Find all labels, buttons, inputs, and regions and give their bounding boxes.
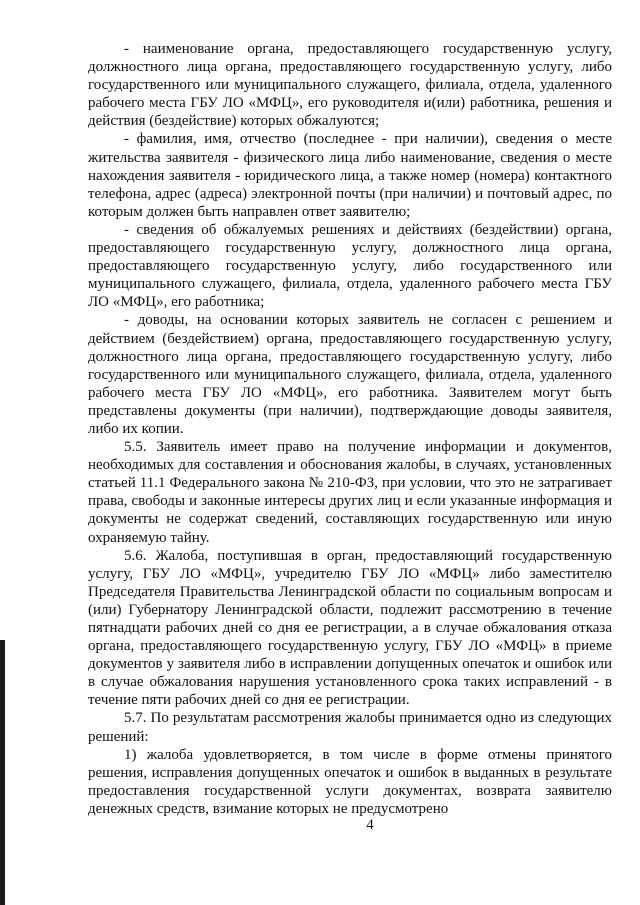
paragraph-5-6: 5.6. Жалоба, поступившая в орган, предоставляющий государственную услугу, ГБУ ЛО «МФЦ», учредителю ГБУ ЛО «МФЦ» либо заместителю Председателя Правительства Ленинградской области по социальным вопросам и (или) Губернатору Ленинградской области, подлежит рассмотрению в течение пятнадцати рабочих дней со дня ее регистрации, а в случае обжалования отказа органа, предоставляющего государственную услугу, ГБУ ЛО «МФЦ» в приеме документов у заявителя либо в исправлении допущенных опечаток и ошибок или в случае обжалования нарушения установленного срока таких исправлений - в течение пяти рабочих дней со дня ее регистрации.	[88, 547, 612, 709]
page-number: 4	[366, 817, 374, 833]
paragraph-appealed-decisions: - сведения об обжалуемых решениях и действиях (бездействии) органа, предоставляющего государственную услугу, должностного лица органа, предоставляющего государственную услугу, либо государственного или муниципального служащего, филиала, отдела, удаленного рабочего места ГБУ ЛО «МФЦ», его работника;	[88, 221, 612, 311]
paragraph-arguments: - доводы, на основании которых заявитель не согласен с решением и действием (бездействием) органа, предоставляющего государственную услугу, должностного лица органа, предоставляющего государственную услугу, либо государственного или муниципального служащего, филиала, отдела, удаленного рабочего места ГБУ ЛО «МФЦ», его работника. Заявителем могут быть представлены документы (при наличии), подтверждающие доводы заявителя, либо их копии.	[88, 312, 612, 437]
scan-edge-shadow	[0, 640, 5, 905]
paragraph-5-7: 5.7. По результатам рассмотрения жалобы принимается одно из следующих решений:	[88, 710, 612, 745]
document-body	[88, 40, 612, 818]
paragraph-decision-1: 1) жалоба удовлетворяется, в том числе в форме отмены принятого решения, исправления допущенных опечаток и ошибок в выданных в результате предоставления государственной услуги документах, возврата заявителю денежных средств, взимание которых не предусмотрено	[88, 746, 612, 817]
paragraph-authority-name: - наименование органа, предоставляющего государственную услугу, должностного лица органа, предоставляющего государственную услугу, либо государственного или муниципального служащего, филиала, отдела, удаленного рабочего места ГБУ ЛО «МФЦ», его руководителя и(или) работника, решения и действия (бездействие) которых обжалуются;	[88, 41, 612, 130]
paragraph-applicant-details: - фамилия, имя, отчество (последнее - при наличии), сведения о месте жительства заявителя - физического лица либо наименование, сведения о месте нахождения заявителя - юридического лица, а также номер (номера) контактного телефона, адрес (адреса) электронной почты (при наличии) и почтовый адрес, по которым должен быть направлен ответ заявителю;	[88, 131, 612, 220]
paragraph-5-5: 5.5. Заявитель имеет право на получение информации и документов, необходимых для составления и обоснования жалобы, в случаях, установленных статьей 11.1 Федерального закона № 210-ФЗ, при условии, что это не затрагивает права, свободы и законные интересы других лиц и если указанные информация и документы не содержат сведений, составляющих государственную или иную охраняемую тайну.	[88, 439, 612, 546]
